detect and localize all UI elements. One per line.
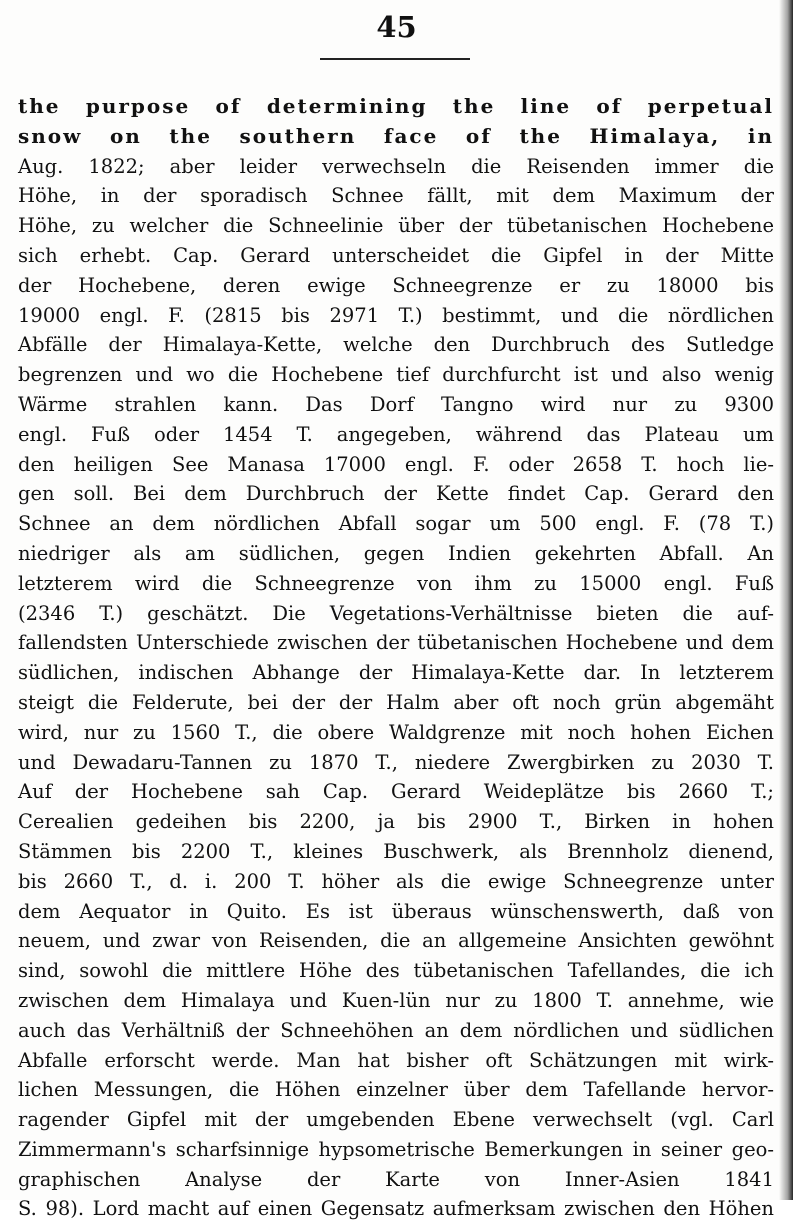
text-line: (2346 T.) geschätzt. Die Vegetations-Verhältnisse bieten die auf- xyxy=(18,601,774,625)
text-line: Zimmermann's scharfsinnige hypsometrische Bemerkungen in seiner geo- xyxy=(18,1137,774,1161)
text-line: lichen Messungen, die Höhen einzelner über dem Tafellande hervor- xyxy=(18,1078,774,1102)
text-line: sich erhebt. Cap. Gerard unterscheidet die Gipfel in der Mitte xyxy=(18,243,774,267)
text-line: 19000 engl. F. (2815 bis 2971 T.) bestimmt, und die nördlichen xyxy=(18,303,774,327)
text-line: Höhe, zu welcher die Schneelinie über der tübetanischen Hochebene xyxy=(18,214,774,238)
text-line: fallendsten Unterschiede zwischen der tübetanischen Hochebene und dem xyxy=(18,631,774,655)
text-line: südlichen, indischen Abhange der Himalaya-Kette dar. In letzterem xyxy=(18,661,774,685)
text-line: Höhe, in der sporadisch Schnee fällt, mit dem Maximum der xyxy=(18,184,774,208)
text-line: den heiligen See Manasa 17000 engl. F. oder 2658 T. hoch lie- xyxy=(18,452,774,476)
text-line: S. 98). Lord macht auf einen Gegensatz aufmerksam zwischen den Höhen xyxy=(18,1197,774,1221)
text-line: gen soll. Bei dem Durchbruch der Kette findet Cap. Gerard den xyxy=(18,482,774,506)
text-line: wird, nur zu 1560 T., die obere Waldgrenze mit noch hohen Eichen xyxy=(18,720,774,744)
text-line: auch das Verhältniß der Schneehöhen an dem nördlichen und südlichen xyxy=(18,1018,774,1042)
text-line: snow on the southern face of the Himalaya, in xyxy=(18,123,774,148)
text-line: der Hochebene, deren ewige Schneegrenze er zu 18000 bis xyxy=(18,273,774,297)
text-line: letzterem wird die Schneegrenze von ihm zu 15000 engl. Fuß xyxy=(18,571,774,595)
header-rule xyxy=(320,58,470,60)
text-line: steigt die Felderute, bei der der Halm aber oft noch grün abgemäht xyxy=(18,690,774,714)
text-line: bis 2660 T., d. i. 200 T. höher als die ewige Schneegrenze unter xyxy=(18,869,774,893)
text-line: Abfalle erforscht werde. Man hat bisher oft Schätzungen mit wirk- xyxy=(18,1048,774,1072)
text-line: zwischen dem Himalaya und Kuen-lün nur zu 1800 T. annehme, wie xyxy=(18,988,774,1012)
body-text xyxy=(18,92,774,1224)
text-line: Stämmen bis 2200 T., kleines Buschwerk, als Brennholz dienend, xyxy=(18,839,774,863)
text-line: Aug. 1822; aber leider verwechseln die Reisenden immer die xyxy=(18,154,774,178)
text-line: dem Aequator in Quito. Es ist überaus wünschenswerth, daß von xyxy=(18,899,774,923)
text-line: Abfälle der Himalaya-Kette, welche den Durchbruch des Sutledge xyxy=(18,333,774,357)
page-number: 45 xyxy=(376,10,417,44)
text-line: Schnee an dem nördlichen Abfall sogar um 500 engl. F. (78 T.) xyxy=(18,512,774,536)
text-line: Cerealien gedeihen bis 2200, ja bis 2900 T., Birken in hohen xyxy=(18,810,774,834)
text-line: sind, sowohl die mittlere Höhe des tübetanischen Tafellandes, die ich xyxy=(18,959,774,983)
page-edge-shadow xyxy=(779,0,793,1200)
text-line: graphischen Analyse der Karte von Inner-Asien 1841 xyxy=(18,1167,774,1191)
text-line: begrenzen und wo die Hochebene tief durchfurcht ist und also wenig xyxy=(18,363,774,387)
text-line: Wärme strahlen kann. Das Dorf Tangno wird nur zu 9300 xyxy=(18,392,774,416)
text-line: niedriger als am südlichen, gegen Indien gekehrten Abfall. An xyxy=(18,541,774,565)
text-line: ragender Gipfel mit der umgebenden Ebene verwechselt (vgl. Carl xyxy=(18,1108,774,1132)
text-line: und Dewadaru-Tannen zu 1870 T., niedere Zwergbirken zu 2030 T. xyxy=(18,750,774,774)
text-line: neuem, und zwar von Reisenden, die an allgemeine Ansichten gewöhnt xyxy=(18,929,774,953)
text-line: the purpose of determining the line of perpetual xyxy=(18,94,774,118)
text-line: engl. Fuß oder 1454 T. angegeben, während das Plateau um xyxy=(18,422,774,446)
text-line: Auf der Hochebene sah Cap. Gerard Weideplätze bis 2660 T.; xyxy=(18,780,774,804)
